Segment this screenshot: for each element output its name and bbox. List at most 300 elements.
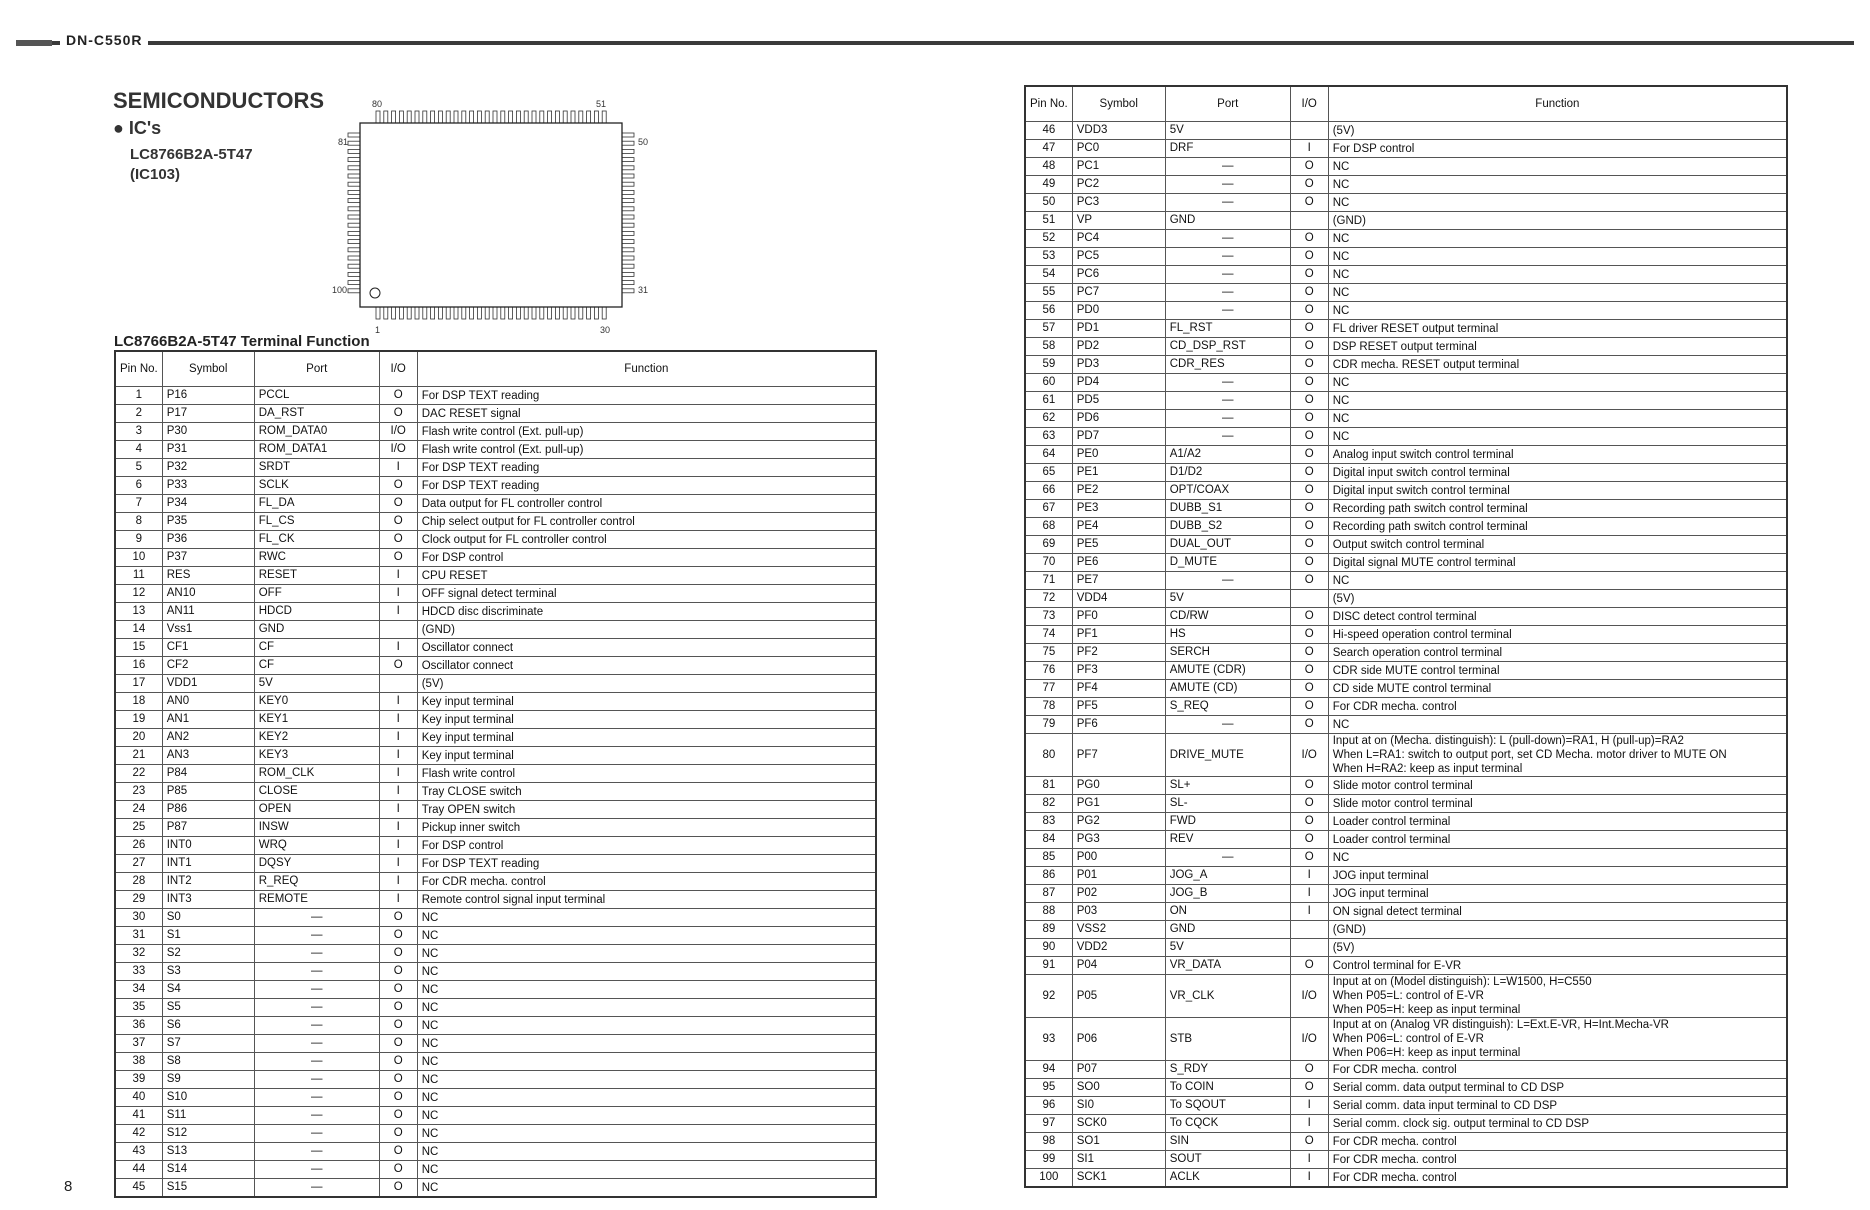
table-row [115, 909, 876, 927]
io-cell: O [1290, 158, 1328, 176]
symbol-cell: VDD4 [1072, 590, 1165, 608]
io-cell: O [1290, 536, 1328, 554]
ic-pin [431, 307, 435, 319]
ic-body [360, 123, 622, 307]
table-row [1025, 140, 1787, 158]
symbol-cell: P84 [162, 765, 254, 783]
symbol-cell: PD2 [1072, 338, 1165, 356]
port-cell: — [254, 909, 379, 927]
page-number: 8 [64, 1178, 73, 1195]
port-cell: CDR_RES [1165, 356, 1290, 374]
ic-pin [587, 111, 591, 123]
pin-cell: 95 [1025, 1079, 1072, 1097]
symbol-cell: S2 [162, 945, 254, 963]
pin-cell: 90 [1025, 939, 1072, 957]
port-cell: REMOTE [254, 891, 379, 909]
symbol-cell: P30 [162, 423, 254, 441]
port-cell: — [1165, 248, 1290, 266]
table-row [1025, 1133, 1787, 1151]
ic-pin [493, 307, 497, 319]
port-cell: SRDT [254, 459, 379, 477]
symbol-cell: PG0 [1072, 777, 1165, 795]
ic-pin [622, 248, 634, 252]
pin-cell: 100 [1025, 1169, 1072, 1188]
pin-cell: 86 [1025, 867, 1072, 885]
function-cell: Pickup inner switch [417, 819, 876, 837]
table-row [1025, 1097, 1787, 1115]
table-row [115, 729, 876, 747]
ic-pin [431, 111, 435, 123]
ic-pin [555, 111, 559, 123]
table-row [1025, 536, 1787, 554]
table-row [1025, 356, 1787, 374]
io-cell [379, 675, 417, 693]
io-cell: I [379, 639, 417, 657]
port-cell: — [254, 1071, 379, 1089]
pin-cell: 58 [1025, 338, 1072, 356]
ic-pin [348, 256, 360, 260]
port-cell: KEY2 [254, 729, 379, 747]
pin-cell: 23 [115, 783, 162, 801]
table-row [1025, 284, 1787, 302]
table-row [115, 945, 876, 963]
ic-pin [622, 199, 634, 203]
function-cell: FL driver RESET output terminal [1328, 320, 1787, 338]
ic-pin [348, 207, 360, 211]
table-row [115, 801, 876, 819]
ic-pin [348, 190, 360, 194]
function-cell: NC [417, 1161, 876, 1179]
pin-cell: 18 [115, 693, 162, 711]
ic-pin [454, 111, 458, 123]
port-cell: — [1165, 572, 1290, 590]
ic-pin [540, 307, 544, 319]
port-cell: SIN [1165, 1133, 1290, 1151]
port-cell: — [254, 1125, 379, 1143]
port-cell: HS [1165, 626, 1290, 644]
ic-pin [594, 307, 598, 319]
port-cell: RESET [254, 567, 379, 585]
table-row [1025, 831, 1787, 849]
ic-pin [348, 174, 360, 178]
pin-cell: 41 [115, 1107, 162, 1125]
col-header-function: Function [1328, 86, 1787, 122]
port-cell: DUBB_S2 [1165, 518, 1290, 536]
io-cell: O [1290, 230, 1328, 248]
table-row [1025, 680, 1787, 698]
port-cell: — [1165, 302, 1290, 320]
function-cell: HDCD disc discriminate [417, 603, 876, 621]
function-cell: Oscillator connect [417, 657, 876, 675]
table-row [115, 531, 876, 549]
function-cell: For DSP control [1328, 140, 1787, 158]
pin-cell: 50 [1025, 194, 1072, 212]
table-row [115, 927, 876, 945]
symbol-cell: PE1 [1072, 464, 1165, 482]
io-cell: O [1290, 284, 1328, 302]
pin-cell: 85 [1025, 849, 1072, 867]
ic-pin [493, 111, 497, 123]
port-cell: OFF [254, 585, 379, 603]
table-row [1025, 939, 1787, 957]
symbol-cell: PE3 [1072, 500, 1165, 518]
io-cell: O [379, 1161, 417, 1179]
ic-pin [462, 111, 466, 123]
symbol-cell: PE5 [1072, 536, 1165, 554]
symbol-cell: P03 [1072, 903, 1165, 921]
pin-label-81: 81 [338, 137, 349, 147]
pin-cell: 12 [115, 585, 162, 603]
table-row [115, 459, 876, 477]
function-cell: Loader control terminal [1328, 831, 1787, 849]
function-cell: For DSP TEXT reading [417, 459, 876, 477]
ic-pin [446, 307, 450, 319]
pin-cell: 70 [1025, 554, 1072, 572]
ic-pin [622, 240, 634, 244]
table-row [115, 657, 876, 675]
symbol-cell: PE4 [1072, 518, 1165, 536]
symbol-cell: PF3 [1072, 662, 1165, 680]
function-cell: Serial comm. clock sig. output terminal to CD DSP [1328, 1115, 1787, 1133]
pin-cell: 77 [1025, 680, 1072, 698]
pin-cell: 89 [1025, 921, 1072, 939]
port-cell: FWD [1165, 813, 1290, 831]
pin-label-1: 1 [375, 325, 381, 335]
symbol-cell: PD5 [1072, 392, 1165, 410]
table-row [1025, 230, 1787, 248]
port-cell: GND [254, 621, 379, 639]
pin-cell: 74 [1025, 626, 1072, 644]
pin-cell: 13 [115, 603, 162, 621]
io-cell: I [379, 693, 417, 711]
symbol-cell: SI0 [1072, 1097, 1165, 1115]
io-cell: I/O [1290, 734, 1328, 777]
ic-pin [407, 307, 411, 319]
function-cell: (5V) [1328, 590, 1787, 608]
pin-cell: 60 [1025, 374, 1072, 392]
io-cell: O [1290, 356, 1328, 374]
pin-cell: 82 [1025, 795, 1072, 813]
function-cell: NC [417, 963, 876, 981]
port-cell: DRIVE_MUTE [1165, 734, 1290, 777]
symbol-cell: P37 [162, 549, 254, 567]
symbol-cell: AN11 [162, 603, 254, 621]
ic-pin [587, 307, 591, 319]
io-cell: O [1290, 698, 1328, 716]
io-cell: O [1290, 392, 1328, 410]
port-cell: STB [1165, 1018, 1290, 1061]
io-cell: O [1290, 374, 1328, 392]
pin-cell: 16 [115, 657, 162, 675]
port-cell: S_REQ [1165, 698, 1290, 716]
table-row [1025, 921, 1787, 939]
function-cell: Tray CLOSE switch [417, 783, 876, 801]
function-cell: NC [417, 1125, 876, 1143]
symbol-cell: P87 [162, 819, 254, 837]
table-row [115, 585, 876, 603]
io-cell: O [1290, 608, 1328, 626]
pin-cell: 55 [1025, 284, 1072, 302]
table-row [1025, 1151, 1787, 1169]
port-cell: — [1165, 849, 1290, 867]
function-cell: (GND) [1328, 212, 1787, 230]
function-cell: NC [1328, 158, 1787, 176]
io-cell: O [1290, 662, 1328, 680]
ic-pin [376, 111, 380, 123]
io-cell: O [1290, 1079, 1328, 1097]
io-cell: I/O [379, 441, 417, 459]
io-cell: O [1290, 464, 1328, 482]
table-row [1025, 374, 1787, 392]
pin-cell: 8 [115, 513, 162, 531]
ic-pin [532, 307, 536, 319]
function-cell: Key input terminal [417, 729, 876, 747]
function-cell: Input at on (Mecha. distinguish): L (pull-down)=RA1, H (pull-up)=RA2 When L=RA1: switch to output port, set CD Mecha. motor driver to MUTE ON When H=RA2: keep as input terminal [1328, 734, 1787, 777]
chip-reference: (IC103) [130, 166, 181, 183]
table-row [115, 783, 876, 801]
pin-cell: 52 [1025, 230, 1072, 248]
function-cell: JOG input terminal [1328, 885, 1787, 903]
port-cell: DUAL_OUT [1165, 536, 1290, 554]
port-cell: PCCL [254, 387, 379, 405]
io-cell: O [1290, 957, 1328, 975]
pin-cell: 71 [1025, 572, 1072, 590]
symbol-cell: PC4 [1072, 230, 1165, 248]
port-cell: — [254, 945, 379, 963]
symbol-cell: PE2 [1072, 482, 1165, 500]
symbol-cell: P00 [1072, 849, 1165, 867]
port-cell: RWC [254, 549, 379, 567]
symbol-cell: PC1 [1072, 158, 1165, 176]
table-row [115, 513, 876, 531]
io-cell: O [1290, 554, 1328, 572]
function-cell: NC [1328, 284, 1787, 302]
table-row [115, 1107, 876, 1125]
io-cell [379, 621, 417, 639]
symbol-cell: PF5 [1072, 698, 1165, 716]
table-row [115, 675, 876, 693]
io-cell: O [1290, 338, 1328, 356]
function-cell: Digital input switch control terminal [1328, 464, 1787, 482]
symbol-cell: PF1 [1072, 626, 1165, 644]
io-cell [1290, 212, 1328, 230]
symbol-cell: P17 [162, 405, 254, 423]
ic-pin [423, 307, 427, 319]
port-cell: CD/RW [1165, 608, 1290, 626]
function-cell: Loader control terminal [1328, 813, 1787, 831]
function-cell: Remote control signal input terminal [417, 891, 876, 909]
symbol-cell: VSS2 [1072, 921, 1165, 939]
pin-cell: 63 [1025, 428, 1072, 446]
symbol-cell: INT3 [162, 891, 254, 909]
bottom-pin-row [376, 307, 606, 319]
ic-pin [348, 166, 360, 170]
io-cell: O [1290, 644, 1328, 662]
pin-cell: 98 [1025, 1133, 1072, 1151]
table-header-row [115, 351, 876, 387]
table-row [115, 441, 876, 459]
io-cell: O [379, 387, 417, 405]
function-cell: For CDR mecha. control [1328, 1151, 1787, 1169]
port-cell: To SQOUT [1165, 1097, 1290, 1115]
symbol-cell: PE6 [1072, 554, 1165, 572]
pin-cell: 28 [115, 873, 162, 891]
pin-cell: 65 [1025, 464, 1072, 482]
pin-cell: 39 [115, 1071, 162, 1089]
io-cell: I/O [1290, 975, 1328, 1018]
symbol-cell: P01 [1072, 867, 1165, 885]
function-cell: (5V) [417, 675, 876, 693]
function-cell: NC [1328, 716, 1787, 734]
function-cell: Input at on (Analog VR distinguish): L=Ext.E-VR, H=Int.Mecha-VR When P06=L: control of E-VR When P06=H: keep as input terminal [1328, 1018, 1787, 1061]
function-cell: NC [1328, 176, 1787, 194]
port-cell: KEY1 [254, 711, 379, 729]
ic-pin [602, 307, 606, 319]
io-cell: O [1290, 518, 1328, 536]
pin-label-30: 30 [600, 325, 611, 335]
port-cell: — [1165, 410, 1290, 428]
pin-cell: 59 [1025, 356, 1072, 374]
pin-cell: 79 [1025, 716, 1072, 734]
io-cell: I/O [1290, 1018, 1328, 1061]
function-cell: NC [1328, 194, 1787, 212]
io-cell: O [1290, 302, 1328, 320]
subsection-title: ● IC's [113, 118, 162, 138]
io-cell: I [379, 801, 417, 819]
function-cell: NC [1328, 849, 1787, 867]
function-cell: NC [417, 1143, 876, 1161]
io-cell: I [1290, 1097, 1328, 1115]
io-cell: I [379, 873, 417, 891]
function-cell: Chip select output for FL controller control [417, 513, 876, 531]
io-cell: I [379, 747, 417, 765]
function-cell: (GND) [417, 621, 876, 639]
symbol-cell: S4 [162, 981, 254, 999]
table-row [115, 1017, 876, 1035]
io-cell: I [379, 783, 417, 801]
pin-cell: 44 [115, 1161, 162, 1179]
port-cell: CLOSE [254, 783, 379, 801]
io-cell: O [1290, 813, 1328, 831]
symbol-cell: P86 [162, 801, 254, 819]
pin-cell: 76 [1025, 662, 1072, 680]
port-cell: — [254, 981, 379, 999]
port-cell: — [254, 1053, 379, 1071]
io-cell: O [379, 1089, 417, 1107]
ic-pin [348, 158, 360, 162]
table-row [115, 567, 876, 585]
pin-cell: 81 [1025, 777, 1072, 795]
pin-cell: 25 [115, 819, 162, 837]
pin-cell: 33 [115, 963, 162, 981]
io-cell [1290, 921, 1328, 939]
function-cell: NC [1328, 392, 1787, 410]
symbol-cell: RES [162, 567, 254, 585]
port-cell: DRF [1165, 140, 1290, 158]
ic-pin [348, 272, 360, 276]
io-cell: O [1290, 1061, 1328, 1079]
ic-pin [622, 166, 634, 170]
table-header-row [1025, 86, 1787, 122]
ic-pin [622, 272, 634, 276]
port-cell: — [254, 1107, 379, 1125]
pin-cell: 21 [115, 747, 162, 765]
pin-label-80: 80 [372, 99, 383, 109]
symbol-cell: P33 [162, 477, 254, 495]
port-cell: JOG_B [1165, 885, 1290, 903]
pin-cell: 29 [115, 891, 162, 909]
io-cell: O [1290, 176, 1328, 194]
pin-cell: 91 [1025, 957, 1072, 975]
symbol-cell: P06 [1072, 1018, 1165, 1061]
function-cell: For CDR mecha. control [1328, 1169, 1787, 1188]
port-cell: HDCD [254, 603, 379, 621]
pin-cell: 83 [1025, 813, 1072, 831]
function-cell: (5V) [1328, 939, 1787, 957]
function-cell: CDR side MUTE control terminal [1328, 662, 1787, 680]
table-row [115, 1179, 876, 1198]
header-left-block [16, 40, 52, 46]
io-cell: O [379, 1071, 417, 1089]
symbol-cell: INT0 [162, 837, 254, 855]
pin-cell: 46 [1025, 122, 1072, 140]
io-cell: O [1290, 831, 1328, 849]
function-cell: Output switch control terminal [1328, 536, 1787, 554]
io-cell: I [1290, 1151, 1328, 1169]
ic-pin [524, 111, 528, 123]
function-cell: NC [1328, 248, 1787, 266]
io-cell: O [1290, 572, 1328, 590]
col-header-function: Function [417, 351, 876, 387]
pin-cell: 37 [115, 1035, 162, 1053]
port-cell: ON [1165, 903, 1290, 921]
symbol-cell: PD7 [1072, 428, 1165, 446]
table-row [1025, 392, 1787, 410]
ic-pin [348, 240, 360, 244]
ic-pin [485, 307, 489, 319]
function-cell: NC [1328, 428, 1787, 446]
ic-pin [571, 111, 575, 123]
table-row [1025, 1079, 1787, 1097]
function-cell: Serial comm. data input terminal to CD DSP [1328, 1097, 1787, 1115]
pin-cell: 40 [115, 1089, 162, 1107]
pin-cell: 61 [1025, 392, 1072, 410]
symbol-cell: S14 [162, 1161, 254, 1179]
port-cell: 5V [1165, 939, 1290, 957]
table-row [115, 1161, 876, 1179]
io-cell: O [379, 1143, 417, 1161]
table-row [1025, 176, 1787, 194]
table-row [115, 405, 876, 423]
function-cell: CPU RESET [417, 567, 876, 585]
port-cell: FL_RST [1165, 320, 1290, 338]
io-cell: O [379, 963, 417, 981]
table-row [1025, 1018, 1787, 1061]
symbol-cell: S6 [162, 1017, 254, 1035]
io-cell [1290, 122, 1328, 140]
port-cell: — [1165, 716, 1290, 734]
function-cell: Tray OPEN switch [417, 801, 876, 819]
table-row [115, 711, 876, 729]
pin-cell: 99 [1025, 1151, 1072, 1169]
ic-pin [470, 307, 474, 319]
pin-cell: 3 [115, 423, 162, 441]
ic-pin [516, 111, 520, 123]
ic-pin [477, 111, 481, 123]
chip-part-number: LC8766B2A-5T47 [130, 146, 253, 163]
function-cell: Clock output for FL controller control [417, 531, 876, 549]
symbol-cell: P16 [162, 387, 254, 405]
